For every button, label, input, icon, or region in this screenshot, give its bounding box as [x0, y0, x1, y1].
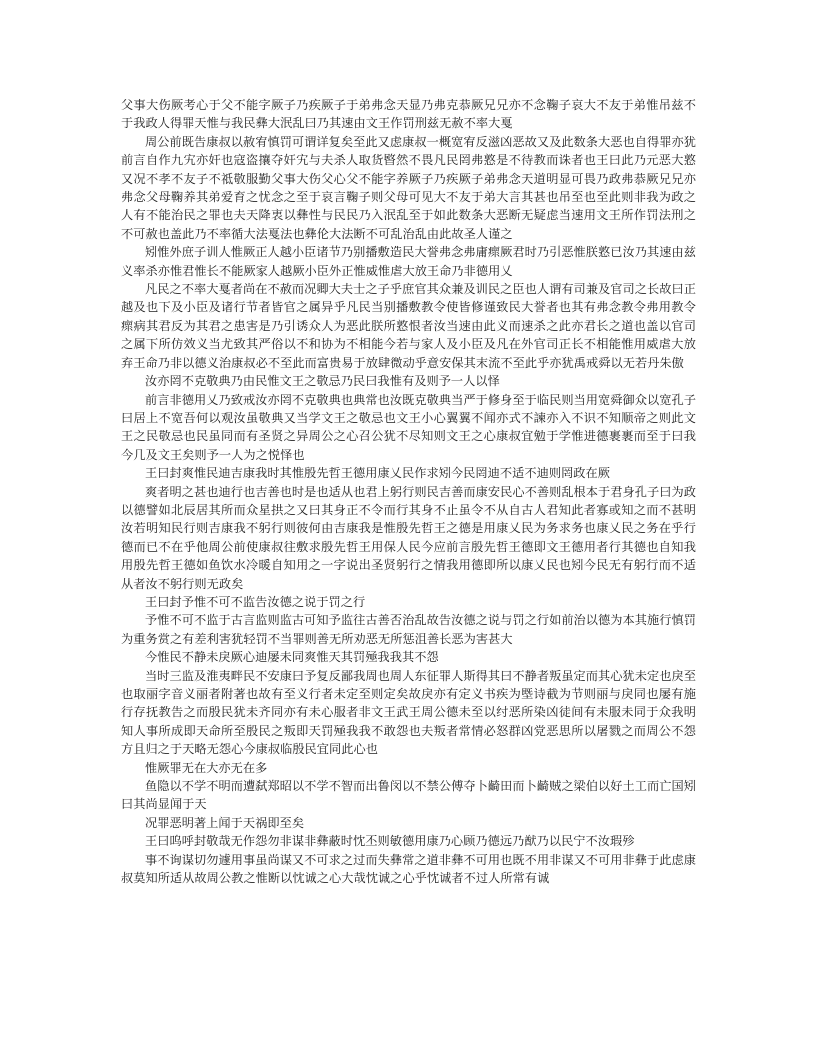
paragraph: 爽者明之甚也迪行也吉善也时是也适从也君上躬行则民吉善而康安民心不善则乱根本于君身孔子曰为政以德譬如北辰居其所而众星拱之又曰其身正不令而行其身不止虽令不从自古人君知此者寡或知之而不甚明汝若明知民行则吉康我不躬行则彼何由吉康我是惟殷先哲王之德是用康乂民为务求务也康乂民之务在乎行德而已不在乎他周公前使康叔往敷求殷先哲王用保人民今应前言殷先哲王德即文王德用者行其德也自知我用殷先哲王德如鱼饮水冷暖自知用之一字说出圣贤躬行之情我用德即所以康乂民也矧今民无有躬行而不适从者汝不躬行则无政矣: [121, 484, 696, 591]
paragraph: 前言非德用乂乃致戒汝亦罔不克敬典也典常也汝既克敬典当严于修身至于临民则当用宽舜御众以宽孔子曰居上不宽吾何以观汝虽敬典又当学文王之敬忌也文王小心翼翼不闻亦式不諫亦入不识不知顺帝之则此文王之民敬忌也民虽同而有圣贤之异周公之心召公犹不尽知则文王之心康叔宜勉于学惟进德裹裹而至于曰我今几及文王矣则予一人为之悦怿也: [121, 392, 696, 462]
document-page: [121, 96, 696, 1036]
paragraph: 凡民之不率大戛者尚在不赦而况卿大夫士之子乎庶官其众兼及训民之臣也人谓有司兼及官司之长故曰正越及也下及小臣及诸行节者皆官之属异乎凡民当别播敷教令使皆修谨致民大誉者也其有弗念教令弗用教令瘝病其君反为其君之患害是乃引诱众人为恶此朕所憝恨者汝当速由此义而速杀之此亦君长之道也盖以官司之属下所仿效义当尤致其严俗以不和协为不相能今若与家人及小臣及凡在外官司正长不相能惟用威虐大放弃王命乃非以德义治康叔必不至此而富贵易于放肆微动乎意安保其末流不至此乎亦犹禹戒舜以无若丹朱傲: [121, 282, 696, 370]
paragraph: 今惟民不静未戾厥心迪屡未同爽惟天其罚殛我我其不怨: [145, 650, 439, 665]
paragraph: 事不询谋切勿遽用事虽尚谋又不可求之过而失彝常之道非彝不可用也既不用非谋又不可用非彝于此虑康叔莫知所适从故周公教之惟断以忱诚之心大哉忱诚之心乎忱诚者不过人所常有诚: [121, 852, 696, 886]
paragraph: 父事大伤厥考心于父不能字厥子乃疾厥子于弟弗念天显乃弗克恭厥兄兄亦不念鞠子哀大不友于弟惟吊兹不于我政人得罪天惟与我民彝大泯乱曰乃其速由文王作罚刑兹无赦不率大戛: [121, 98, 696, 131]
paragraph: 惟厥罪无在大亦无在多: [145, 760, 268, 775]
paragraph: 鱼隐以不学不明而遭弑郑昭以不学不智而出鲁闵以不禁公傅夺卜齮田而卜齮贼之梁伯以好土工而亡国矧曰其尚显闻于天: [121, 779, 696, 812]
paragraph: 况罪恶明著上闻于天祸即至矣: [145, 815, 305, 830]
paragraph: 王曰呜呼封敬哉无作怨勿非谋非彝蔽时忱丕则敏德用康乃心顾乃德远乃猷乃以民宁不汝瑕殄: [145, 834, 635, 849]
paragraph: 矧惟外庶子训人惟厥正人越小臣诸节乃别播敷造民大誉弗念弗庸瘝厥君时乃引恶惟朕憝已汝乃其速由兹义率杀亦惟君惟长不能厥家人越厥小臣外正惟威惟虐大放王命乃非德用乂: [121, 245, 696, 278]
paragraph: 予惟不可不监于古言监则监古可知予监往古善否治乱故告汝德之说与罚之行如前治以德为本其施行慎罚为重务赏之有差利害犹轻罚不当罪则善无所劝恶无所惩沮善长恶为害甚大: [121, 613, 696, 646]
paragraph: 周公前既告康叔以赦宥慎罚可谓详复矣至此又虑康叔一概宽宥反滋凶恶故又及此数条大恶也自得罪亦犹前言自作九宄亦奸也寇盗攘夺奸宄与夫杀人取货暋然不畏凡民罔弗憝是不待教而诛者也王曰此乃元恶大憝又况不孝不友子不祗敬服勤父事大伤父心父不能字养厥子乃疾厥子弟弗念天道明显可畏乃政弗恭厥兄兄亦弗念父母鞠养其弟爱育之忧念之至于哀言鞠子则父母可见大不友于弟大言其甚也吊至也至此则非我为政之人有不能治民之罪也夫天降衷以彝性与民民乃入泯乱至于如此数条大恶断无疑虑当速用文王所作罚法刑之不可赦也盖此乃不率循大法戛法也彝伦大法断不可乱治乱由此故圣人谨之: [121, 134, 696, 241]
paragraph: 当时三监及淮夷畔民不安康曰予复反鄙我周也周人东征罪人斯得其曰不静者叛虽定而其心犹未定也戾至也取丽字音义丽者附著也故有至义行者未定至则定矣故戾亦有定义书疾为塈诗截为节则丽与戾同也屡有施行存抚教告之而殷民犹未齐同亦有未心服者非文王武王周公德未至以纣恶所染凶徒间有未服未同于众我明知人事所成即天命所至殷民之叛即天罚殛我我不敢怨也夫叛者常情必怒群凶党恶思所以屠戮之而周公不怨方且归之于天略无怨心今康叔临殷民宜同此心也: [121, 668, 696, 757]
paragraph: 王曰封爽惟民迪吉康我时其惟殷先哲王德用康乂民作求矧今民罔迪不适不迪则罔政在厥: [145, 466, 611, 481]
paragraph: 王曰封予惟不可不监告汝德之说于罚之行: [145, 594, 366, 609]
paragraph: 汝亦罔不克敬典乃由民惟文王之敬忌乃民曰我惟有及则予一人以怿: [145, 374, 500, 389]
